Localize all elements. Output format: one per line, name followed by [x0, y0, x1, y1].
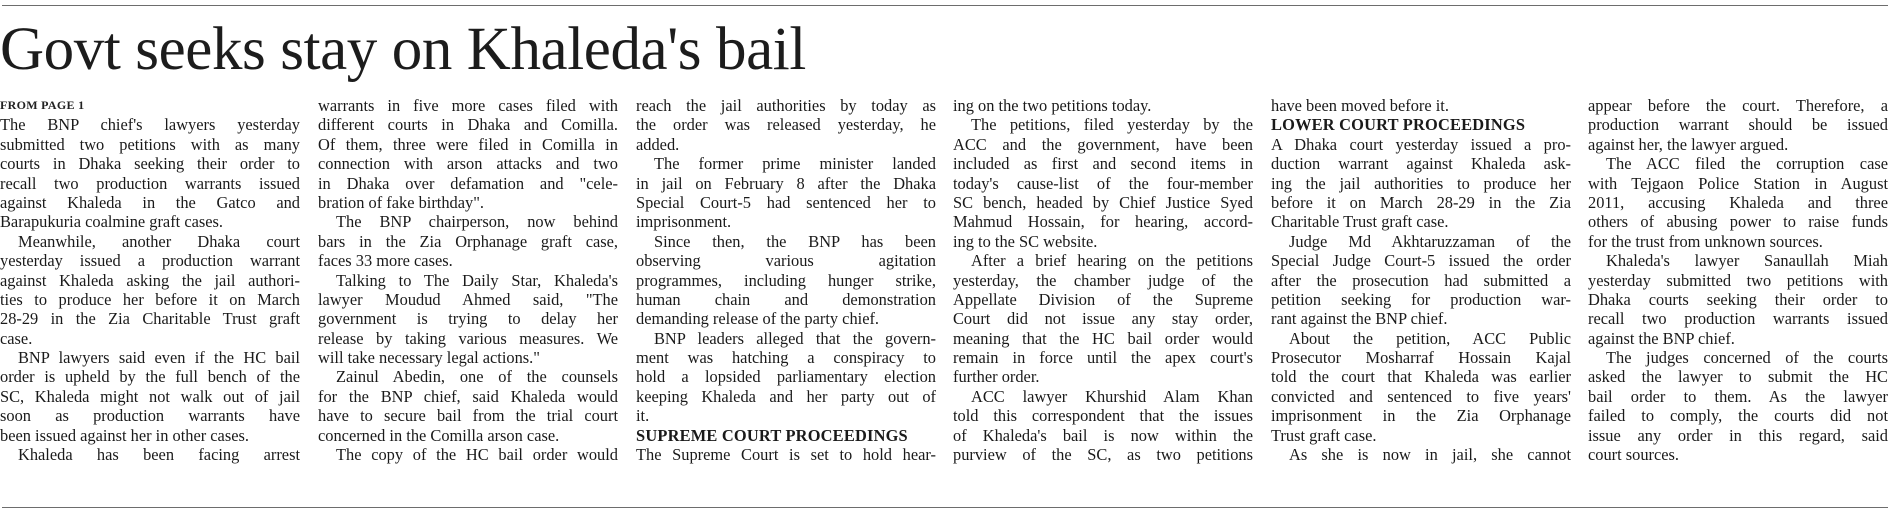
text-line: for the BNP chief, said Khaleda would [318, 386, 618, 406]
text-line: The petitions, filed yesterday by the [971, 115, 1253, 135]
text-line: Khaleda's lawyer Sanaullah Miah [1606, 251, 1888, 271]
text-line: ing the jail authorities to produce her [1271, 173, 1571, 193]
text-line: 2011, accusing Khaleda and three [1588, 192, 1888, 212]
text-line: Appellate Division of the Supreme [953, 289, 1253, 309]
text-line: The BNP chief's lawyers yesterday [0, 115, 300, 135]
text-line: against her, the lawyer argued. [1588, 134, 1789, 154]
text-line: appear before the court. Therefore, a [1588, 96, 1888, 115]
text-line: for the trust from unknown sources. [1588, 231, 1823, 251]
text-line: connection with arson attacks and two [318, 154, 618, 174]
text-line: ment was hatching a conspiracy to [636, 348, 936, 368]
text-line: recall two production warrants issued [1588, 309, 1888, 329]
text-line: Prosecutor Mosharraf Hossain Kajal [1271, 348, 1571, 368]
text-line: Since then, the BNP has been [654, 231, 936, 251]
text-line: ACC lawyer Khurshid Alam Khan [971, 386, 1253, 406]
text-line: ing on the two petitions today. [953, 96, 1152, 115]
text-line: observing various agitation [636, 251, 936, 271]
text-line: SC, Khaleda might not walk out of jail [0, 386, 300, 406]
text-line: ing to the SC website. [953, 231, 1098, 251]
text-line: told this correspondent that the issues [953, 406, 1253, 426]
text-line: BNP leaders alleged that the govern- [654, 328, 936, 348]
text-line: courts in Dhaka seeking their order to [0, 154, 300, 174]
text-line: Special Court-5 had sentenced her to [636, 192, 936, 212]
text-line: told the court that Khaleda was earlier [1271, 367, 1571, 387]
text-line: have to secure bail from the trial court [318, 406, 618, 426]
text-line: different courts in Dhaka and Comilla. [318, 115, 618, 135]
text-line: demanding release of the party chief. [636, 309, 880, 329]
text-line: against Khaleda in the Gatco and [0, 192, 300, 212]
text-line: Zainul Abedin, one of the counsels [336, 367, 618, 387]
text-line: convicted and sentenced to five years' [1271, 386, 1571, 406]
text-line: imprisonment in the Zia Orphanage [1271, 406, 1571, 426]
text-line: purview of the SC, as two petitions [953, 445, 1253, 465]
text-line: BNP lawyers said even if the HC bail [18, 348, 300, 368]
text-line: The BNP chairperson, now behind [336, 212, 618, 232]
text-line: been issued against her in other cases. [0, 425, 249, 445]
text-line: keeping Khaleda and her party out of [636, 386, 936, 406]
text-line: yesterday submitted two petitions with [1588, 270, 1888, 290]
text-line: A Dhaka court yesterday issued a pro- [1271, 134, 1571, 154]
text-line: issue any order in this regard, said [1588, 425, 1888, 445]
text-line: ACC and the government, have been [953, 134, 1253, 154]
text-line: after the prosecution had submitted a [1271, 270, 1571, 290]
section-subheading: SUPREME COURT PROCEEDINGS [636, 425, 908, 445]
bottom-rule [2, 507, 1888, 508]
text-line: submitted two petitions with as many [0, 134, 300, 154]
text-line: production warrant should be issued [1588, 115, 1888, 135]
text-line: The Supreme Court is set to hold hear- [636, 445, 936, 465]
text-line: reach the jail authorities by today as [636, 96, 936, 115]
continued-from-label: FROM PAGE 1 [0, 98, 85, 112]
text-line: Charitable Trust graft case. [1271, 212, 1449, 232]
text-line: Khaleda has been facing arrest [18, 445, 300, 465]
text-line: duction warrant against Khaleda ask- [1271, 154, 1571, 174]
top-rule [2, 5, 1888, 6]
article-column-3 [636, 96, 936, 464]
text-line: against the BNP chief. [1588, 328, 1735, 348]
text-line: Judge Md Akhtaruzzaman of the [1289, 231, 1571, 251]
text-line: Dhaka courts seeking their order to [1588, 289, 1888, 309]
text-line: Mahmud Hossain, for hearing, accord- [953, 212, 1253, 232]
text-line: Court did not issue any stay order, [953, 309, 1253, 329]
text-line: soon as production warrants have [0, 406, 300, 426]
text-line: of Khaleda's bail is now within the [953, 425, 1253, 445]
text-line: Meanwhile, another Dhaka court [18, 231, 300, 251]
text-line: release by taking various measures. We [318, 328, 618, 348]
text-line: the order was released yesterday, he [636, 115, 936, 135]
text-line: yesterday issued a production warrant [0, 251, 300, 271]
text-line: About the petition, ACC Public [1289, 328, 1571, 348]
text-line: government is trying to delay her [318, 309, 618, 329]
text-line: against Khaleda asking the jail authori- [0, 270, 300, 290]
text-line: in jail on February 8 after the Dhaka [636, 173, 936, 193]
text-line: others of abusing power to raise funds [1588, 212, 1888, 232]
text-line: court sources. [1588, 445, 1680, 465]
text-line: will take necessary legal actions." [318, 348, 540, 368]
article-column-1 [0, 96, 300, 464]
text-line: further order. [953, 367, 1040, 387]
article-column-5 [1271, 96, 1571, 464]
text-line: Special Judge Court-5 issued the order [1271, 251, 1571, 271]
text-line: hold a lopsided parliamentary election [636, 367, 936, 387]
text-line: yesterday, the chamber judge of the [953, 270, 1253, 290]
text-line: ties to produce her before it on March [0, 289, 300, 309]
text-line: 28-29 in the Zia Charitable Trust graft [0, 309, 300, 329]
text-line: SC bench, headed by Chief Justice Syed [953, 192, 1253, 212]
text-line: human chain and demonstration [636, 289, 936, 309]
text-line: programmes, including hunger strike, [636, 270, 936, 290]
text-line: The ACC filed the corruption case [1606, 154, 1888, 174]
text-line: imprisonment. [636, 212, 732, 232]
section-subheading: LOWER COURT PROCEEDINGS [1271, 115, 1526, 135]
text-line: bration of fake birthday". [318, 192, 484, 212]
text-line: before it on March 28-29 in the Zia [1271, 192, 1571, 212]
text-line: order is upheld by the full bench of the [0, 367, 300, 387]
text-line: today's cause-list of the four-member [953, 173, 1253, 193]
text-line: Barapukuria coalmine graft cases. [0, 212, 223, 232]
text-line: failed to comply, the courts did not [1588, 406, 1888, 426]
text-line: meaning that the HC bail order would [953, 328, 1253, 348]
text-line: The former prime minister landed [654, 154, 936, 174]
text-line: lawyer Moudud Ahmed said, "The [318, 289, 618, 309]
text-line: it. [636, 406, 650, 426]
text-line: have been moved before it. [1271, 96, 1449, 115]
text-line: After a brief hearing on the petitions [971, 251, 1253, 271]
text-line: petition seeking for production war- [1271, 289, 1571, 309]
article-column-2 [318, 96, 618, 464]
article-column-6 [1588, 96, 1888, 464]
text-line: in Dhaka over defamation and "cele- [318, 173, 618, 193]
text-line: with Tejgaon Police Station in August [1588, 173, 1888, 193]
text-line: rant against the BNP chief. [1271, 309, 1448, 329]
text-line: included as first and second items in [953, 154, 1253, 174]
text-line: bars in the Zia Orphanage graft case, [318, 231, 618, 251]
text-line: The copy of the HC bail order would [336, 445, 618, 465]
headline: Govt seeks stay on Khaleda's bail [0, 16, 806, 83]
article-column-4 [953, 96, 1253, 464]
text-line: Talking to The Daily Star, Khaleda's [336, 270, 618, 290]
text-line: As she is now in jail, she cannot [1289, 445, 1571, 465]
text-line: The judges concerned of the courts [1606, 348, 1888, 368]
text-line: faces 33 more cases. [318, 251, 453, 271]
text-line: bail order to them. As the lawyer [1588, 386, 1888, 406]
text-line: remain in force until the apex court's [953, 348, 1253, 368]
text-line: Of them, three were filed in Comilla in [318, 134, 618, 154]
article-body [0, 96, 1888, 502]
text-line: added. [636, 134, 680, 154]
text-line: concerned in the Comilla arson case. [318, 425, 560, 445]
text-line: Trust graft case. [1271, 425, 1377, 445]
text-line: case. [0, 328, 33, 348]
text-line: asked the lawyer to submit the HC [1588, 367, 1888, 387]
text-line: warrants in five more cases filed with [318, 96, 618, 115]
text-line: recall two production warrants issued [0, 173, 300, 193]
